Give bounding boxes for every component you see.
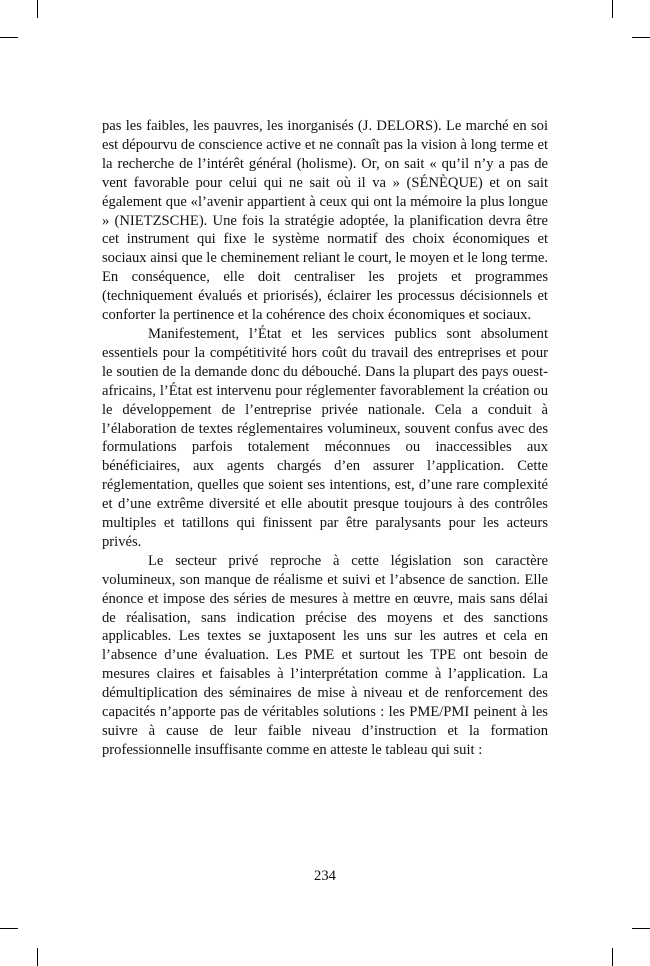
page-number: 234 (314, 868, 336, 884)
body-text (102, 117, 548, 760)
crop-mark (612, 948, 613, 966)
paragraph: Le secteur privé reproche à cette législation son caractère volumineux, son manque de réalisme et suivi et l’absence de sanction. Elle énonce et impose des séries de mesures à mettre en œuvre, mais sans délai de réalisation, sans indication précise des moyens et des sanctions applicables. Les textes se juxtaposent les uns sur les autres et cela en l’absence d’une évaluation. Les PME et surtout les TPE ont besoin de mesures claires et faisables à l’interprétation comme à l’application. La démultiplication des séminaires de mise à niveau et de renforcement des capacités n’apporte pas de véritables solutions : les PME/PMI peinent à les suivre à cause de leur faible niveau d’instruction et la formation professionnelle insuffisante comme en atteste le tableau qui suit : (102, 552, 548, 758)
crop-mark (632, 928, 650, 929)
paragraph: pas les faibles, les pauvres, les inorganisés (J. DELORS). Le marché en soi est dépourvu de conscience active et ne connaît pas la vision à long terme et la recherche de l’intérêt général (holisme). Or, on sait « qu’il n’y a pas de vent favorable pour celui qui ne sait où il va » (SÉNÈQUE) et on sait également que «l’avenir appartient à ceux qui ont la mémoire la plus longue » (NIETZSCHE). Une fois la stratégie adoptée, la planification devra être cet instrument qui fixe le système normatif des choix économiques et sociaux ainsi que le cheminement reliant le court, le moyen et le long terme. En conséquence, elle doit centraliser les projets et programmes (techniquement évalués et priorisés), éclairer les processus décisionnels et conforter la pertinence et la cohérence des choix économiques et sociaux. (102, 118, 548, 324)
crop-mark (37, 948, 38, 966)
crop-mark (612, 0, 613, 18)
paragraph: Manifestement, l’État et les services publics sont absolument essentiels pour la compétitivité hors coût du travail des entreprises et pour le soutien de la demande donc du débouché. Dans la plupart des pays ouest-africains, l’État est intervenu pour réglementer favorablement la création ou le développement de l’entreprise privée nationale. Cela a conduit à l’élaboration de textes réglementaires volumineux, souvent confus avec des formulations parfois totalement méconnues ou inaccessibles aux bénéficiaires, aux agents chargés d’en assurer l’application. Cette réglementation, quelles que soient ses intentions, est, d’une rare complexité et d’une extrême diversité et elle aboutit presque toujours à des contrôles multiples et tatillons qui finissent par être paralysants pour les acteurs privés. (102, 325, 548, 550)
crop-mark (37, 0, 38, 18)
crop-mark (0, 928, 18, 929)
crop-mark (632, 37, 650, 38)
crop-mark (0, 37, 18, 38)
